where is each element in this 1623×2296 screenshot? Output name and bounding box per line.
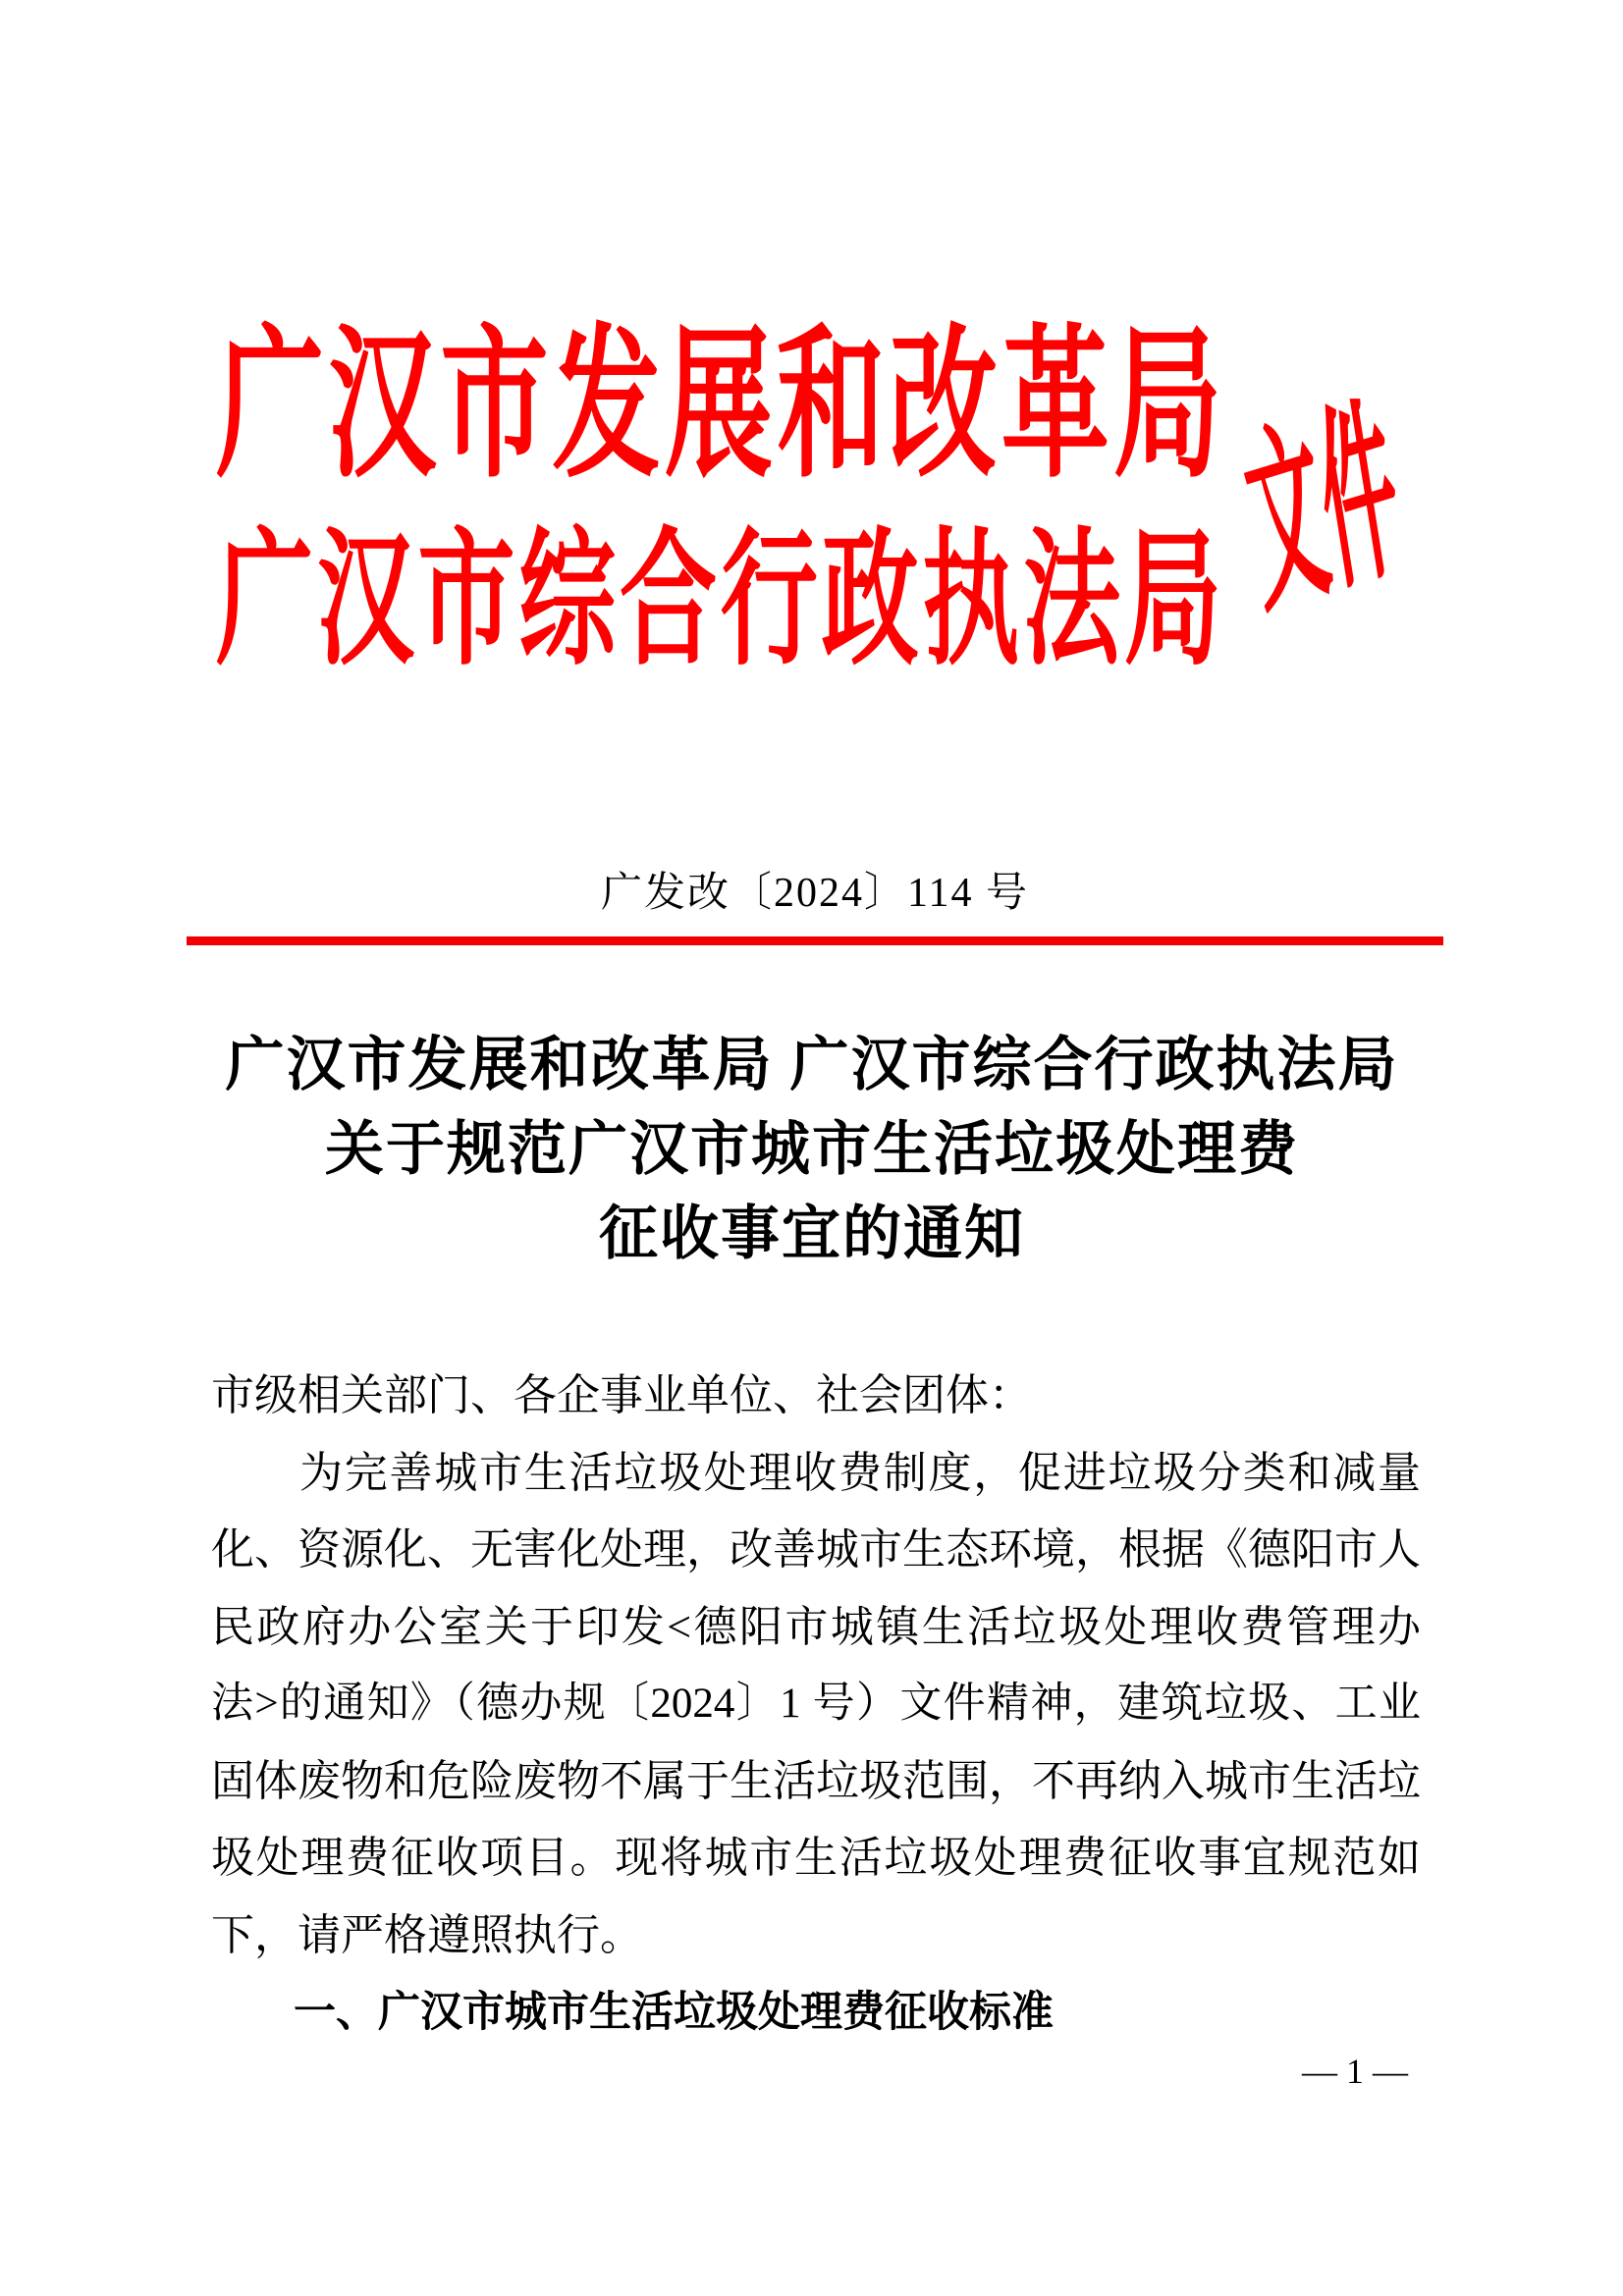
paragraph-line: 化、资源化、无害化处理，改善城市生态环境，根据《德阳市人 [211,1525,1421,1574]
letterhead-char: 政 [821,520,919,684]
letterhead-char: 市 [417,520,515,684]
letterhead-char: 发 [552,314,661,498]
letterhead-agency-line2 [216,520,1221,684]
document-number: 广发改〔2024〕114 号 [601,871,1029,916]
red-divider-rule [187,936,1443,945]
letterhead-agency-line1 [216,314,1221,498]
letterhead-char: 局 [1123,520,1221,684]
letterhead-char: 法 [1023,520,1121,684]
letterhead-char: 改 [889,314,998,498]
document-title [207,1023,1417,1276]
paragraph-line: 为完善城市生活垃圾处理收费制度，促进垃圾分类和减量 [299,1448,1421,1497]
page-number: — 1 — [1302,2052,1408,2091]
salutation-line: 市级相关部门、各企事业单位、社会团体： [211,1371,1032,1419]
document-title-line1: 广汉市发展和改革局 广汉市综合行政执法局 [225,1033,1399,1097]
letterhead-char: 革 [1001,314,1109,498]
letterhead-char: 广 [216,314,324,498]
letterhead-char: 行 [720,520,818,684]
paragraph-line: 下，请严格遵照执行。 [211,1910,643,1959]
letterhead-char: 展 [665,314,773,498]
letterhead-char: 执 [922,520,1020,684]
document-body [211,1358,1421,2052]
letterhead-char: 广 [216,520,313,684]
letterhead-char: 汉 [316,520,414,684]
letterhead-char: 和 [777,314,886,498]
paragraph-line: 法>的通知》（德办规〔2024〕1 号）文件精神，建筑垃圾、工业 [211,1681,1421,1727]
document-title-line3: 征收事宜的通知 [599,1201,1025,1266]
document-title-line2: 关于规范广汉市城市生活垃圾处理费 [325,1117,1299,1182]
letterhead-char: 局 [1113,314,1221,498]
letterhead-char: 合 [620,520,718,684]
letterhead-char: 汉 [328,314,437,498]
section-heading: 一、广汉市城市生活垃圾处理费征收标准 [294,1989,1054,2036]
letterhead-char: 市 [440,314,549,498]
paragraph-line: 固体废物和危险废物不属于生活垃圾范围，不再纳入城市生活垃 [211,1756,1421,1805]
letterhead-char: 综 [518,520,617,684]
paragraph-line: 圾处理费征收项目。现将城市生活垃圾处理费征收事宜规范如 [211,1834,1421,1882]
letterhead-doc-type-label: 文件 [1234,381,1413,639]
paragraph-line: 民政府办公室关于印发<德阳市城镇生活垃圾处理收费管理办 [211,1602,1421,1651]
